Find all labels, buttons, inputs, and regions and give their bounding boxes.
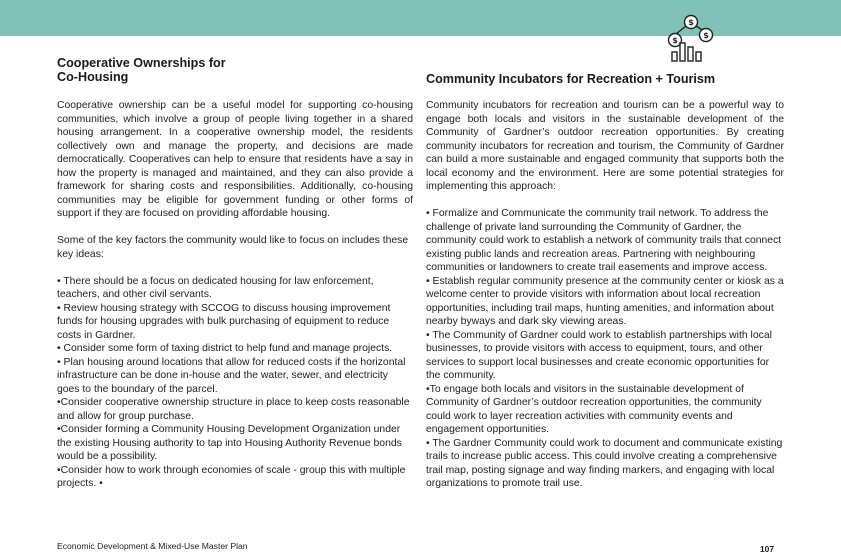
incubators-intro-paragraph: Community incubators for recreation and tourism can be a powerful way to engage both locals and visitors in the sustainable development of the Community of Gardner’s outdoor recreation opportunities. By creating community incubators for recreation and tourism, the Community of Gardner can build a more sustainable and engaged community that supports both the local economy and the environment. Here are some potential strategies for implementing this approach:: [426, 100, 784, 192]
list-item: • The Gardner Community could work to document and communicate existing trails to increase public access. This could involve creating a comprehensive trail map, posting signage and way finding markers, and engaging with local organizations to promote trail use.: [426, 437, 783, 489]
list-item: • The Community of Gardner could work to establish partnerships with local businesses, to provide visitors with access to equipment, tours, and other services to support local businesses and create economic opportunities for the community.: [426, 329, 772, 381]
list-item: • Plan housing around locations that allow for reduced costs if the horizontal infrastructure can be done in-house and the water, sewer, and electricity goes to the boundary of the parcel.: [57, 356, 406, 395]
list-item: • Consider some form of taxing district to help fund and manage projects.: [57, 343, 393, 354]
list-item: • Formalize and Communicate the community trail network. To address the challenge of private land surrounding the Community of Gardner, the community could work to establish a network of community trails that connect existing public lands and recreation areas. Partnering with neighbouring communities or landowners to create trail easements and improve access.: [426, 208, 782, 273]
list-item: •To engage both locals and visitors in the sustainable development of Community of Gardner’s outdoor recreation opportunities, the community could work to layer recreation activities with community events and engagement opportunities.: [426, 383, 762, 435]
footer-document-title: Economic Development & Mixed-Use Master Plan: [57, 541, 248, 551]
left-column: [57, 56, 413, 491]
co-housing-bullet-list: [57, 275, 413, 491]
page-number: 107: [760, 544, 774, 554]
section-title-co-housing: Cooperative Ownerships for Co-Housing: [57, 56, 226, 84]
list-item: • There should be a focus on dedicated housing for law enforcement, teachers, and other civil servants.: [57, 275, 374, 300]
list-item: • Establish regular community presence at the community center or kiosk as a welcome center to provide visitors with information about local recreation opportunities, including trail maps, hunting amenities, and information about nearby byways and dark sky viewing areas.: [426, 275, 784, 327]
list-item: • Review housing strategy with SCCOG to discuss housing improvement funds for housing upgrades with bulk purchasing of equipment to reduce costs in Gardner.: [57, 302, 391, 341]
section-title-incubators: Community Incubators for Recreation + Tourism: [426, 72, 716, 86]
money-growth-chart-icon: [662, 12, 722, 64]
list-item: •Consider cooperative ownership structure in place to keep costs reasonable and allow for group purchase.: [57, 397, 410, 422]
list-item: •Consider how to work through economies of scale - group this with multiple projects. •: [57, 464, 406, 489]
right-column: [426, 72, 784, 491]
incubators-bullet-list: [426, 207, 784, 491]
svg-text:$: $: [703, 31, 709, 40]
svg-text:$: $: [672, 36, 678, 45]
co-housing-intro-paragraph: Cooperative ownership can be a useful model for supporting co-housing communities, which involve a group of people living together in a shared housing arrangement. In a cooperative ownership model, the residents collectively own and manage the property, and decisions are made democratically. Cooperatives can help to ensure that residents have a say in how the property is managed and maintained, and they can also provide a framework for sharing costs and responsibilities. Additionally, co-housing communities may be eligible for government funding or other forms of support if they are focused on providing affordable housing.: [57, 100, 413, 219]
svg-text:$: $: [688, 18, 694, 27]
key-factors-lead: Some of the key factors the community would like to focus on includes these key ideas:: [57, 235, 409, 260]
list-item: •Consider forming a Community Housing Development Organization under the existing Housing authority to tap into Housing Authority Revenue bonds would be a possibility.: [57, 424, 402, 462]
